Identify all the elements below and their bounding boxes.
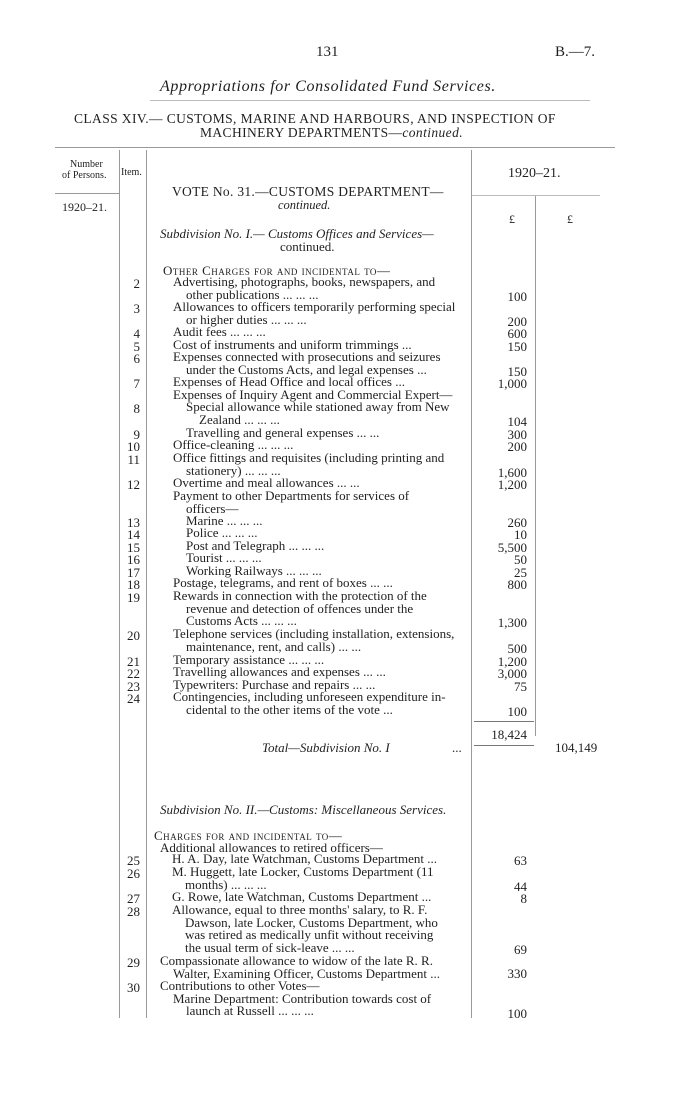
item-description: Tourist ... ... ... (186, 550, 262, 565)
total-label: Total—Subdivision No. I (262, 740, 390, 755)
item-description: Overtime and meal allowances ... ... (173, 475, 360, 490)
item-amount: 5,500 (497, 540, 527, 555)
item-amount: 69 (514, 942, 527, 957)
item-number: 19 (127, 590, 140, 605)
subdivision-2-heading: Subdivision No. II.—Customs: Miscellaneous Services. (160, 802, 447, 817)
item-description: Allowances to officers temporarily performing special or higher duties ... ... ... (173, 299, 456, 327)
item-amount: 1,300 (497, 615, 527, 630)
item-description: Audit fees ... ... ... (173, 324, 266, 339)
amount-header-rule (472, 195, 600, 196)
subdivision-1-continued: continued. (280, 239, 335, 254)
item-description: H. A. Day, late Watchman, Customs Department ... (172, 851, 438, 866)
class-heading-dept: MACHINERY DEPARTMENTS— (200, 125, 403, 140)
year-header-left: 1920–21. (62, 200, 107, 214)
item-amount: 150 (507, 339, 527, 354)
item-header: Item. (121, 167, 142, 178)
item-number: 21 (127, 654, 140, 669)
item-number: 23 (127, 679, 140, 694)
item-number: 20 (127, 628, 140, 643)
item-amount: 25 (514, 565, 527, 580)
document-reference: B.—7. (555, 44, 596, 60)
item-amount: 1,600 (497, 465, 527, 480)
item-amount: 3,000 (497, 666, 527, 681)
item-number: 15 (127, 540, 140, 555)
class-heading-continued: continued. (402, 125, 464, 140)
vote-continued: continued. (278, 198, 331, 212)
year-header-right: 1920–21. (508, 166, 561, 181)
item-number: 12 (127, 477, 140, 492)
item-amount: 200 (507, 439, 527, 454)
item-description: Cost of instruments and uniform trimmings ... (173, 337, 412, 352)
item-description: Expenses of Head Office and local offices ... (173, 374, 405, 389)
pound-sign-column2: £ (567, 212, 573, 226)
persons-header-line1: Number (70, 159, 103, 170)
item-description: Office fittings and requisites (including printing and stationery) ... ... ... (173, 450, 445, 478)
item-number: 17 (127, 565, 140, 580)
item-column-divider (146, 150, 147, 1018)
item-description: Travelling allowances and expenses ... ... (173, 664, 386, 679)
item-description: Allowance, equal to three months' salary, to R. F. Dawson, late Locker, Customs Department, who was retired as medically unfit without receiving the usual term of sick-leave ... ... (172, 902, 438, 955)
subdivision-1-charges-heading: Other Charges for and incidental to— (163, 263, 391, 278)
item-number: 11 (127, 452, 140, 467)
item-amount: 63 (514, 853, 527, 868)
item-description: Telephone services (including installation, extensions, maintenance, rent, and calls) ... ... (173, 626, 455, 654)
item-number: 8 (133, 401, 140, 416)
item-amount: 100 (507, 1006, 527, 1021)
item-description: G. Rowe, late Watchman, Customs Department ... (172, 889, 432, 904)
item-description: Contingencies, including unforeseen expenditure in- cidental to the other items of the vote ... (173, 689, 446, 717)
item-description: M. Huggett, late Locker, Customs Department (11 months) ... ... ... (172, 864, 434, 892)
item-amount: 1,200 (497, 477, 527, 492)
item-number: 25 (127, 853, 140, 868)
item-number: 3 (133, 301, 140, 316)
item-number: 2 (133, 276, 140, 291)
total-rule (474, 745, 534, 746)
total-amount: 104,149 (555, 740, 598, 755)
item-number: 27 (127, 891, 140, 906)
item-number: 7 (133, 376, 140, 391)
pound-sign-column1: £ (509, 212, 515, 226)
amount-column-mid-divider (535, 196, 536, 736)
item-description: Compassionate allowance to widow of the late R. R. Walter, Examining Officer, Customs Department ... (160, 953, 440, 981)
item-number: 30 (127, 980, 140, 995)
item-number: 24 (127, 691, 140, 706)
item-number: 16 (127, 552, 140, 567)
page-number: 131 (316, 44, 339, 60)
item-group-heading: Payment to other Departments for services of officers— (173, 488, 410, 516)
item-number: 18 (127, 577, 140, 592)
item-amount: 260 (507, 515, 527, 530)
item-number: 6 (133, 351, 140, 366)
item-description: Expenses connected with prosecutions and seizures under the Customs Acts, and legal expenses ... (173, 349, 441, 377)
item-amount: 100 (507, 704, 527, 719)
item-description: Temporary assistance ... ... ... (173, 652, 325, 667)
item-number: 14 (127, 527, 140, 542)
item-amount: 300 (507, 427, 527, 442)
item-amount: 1,200 (497, 654, 527, 669)
subtotal-amount: 18,424 (491, 727, 527, 742)
item-amount: 200 (507, 314, 527, 329)
item-amount: 600 (507, 326, 527, 341)
header-rule (150, 100, 590, 101)
item-number: 10 (127, 439, 140, 454)
item-amount: 44 (514, 879, 527, 894)
item-amount: 150 (507, 364, 527, 379)
item-description: Advertising, photographs, books, newspapers, and other publications ... ... ... (173, 274, 436, 302)
item-number: 9 (133, 427, 140, 442)
item-description: Police ... ... ... (186, 525, 258, 540)
persons-header-rule (55, 193, 119, 194)
item-description: Rewards in connection with the protection of the revenue and detection of offences under the Customs Acts ... ... ... (173, 588, 427, 629)
item-amount: 1,000 (497, 376, 527, 391)
item-number: 26 (127, 866, 140, 881)
persons-header-line2: of Persons. (62, 170, 107, 181)
item-number: 4 (133, 326, 140, 341)
class-heading-line1: CLASS XIV.— CUSTOMS, MARINE AND HARBOURS, AND INSPECTION OF (74, 111, 556, 126)
item-amount: 104 (507, 414, 527, 429)
item-description: Post and Telegraph ... ... ... (186, 538, 325, 553)
item-number: 28 (127, 904, 140, 919)
running-title: Appropriations for Consolidated Fund Services. (160, 78, 496, 95)
subdivision-1-heading: Subdivision No. I.— Customs Offices and Services— (160, 226, 434, 241)
vote-title: VOTE No. 31.—CUSTOMS DEPARTMENT— (172, 184, 444, 199)
subdivision-2-additional-heading: Additional allowances to retired officers— (160, 840, 383, 855)
item-number: 22 (127, 666, 140, 681)
item-amount: 8 (520, 891, 527, 906)
subdivision-2-charges-heading: Charges for and incidental to— (154, 828, 343, 843)
item-number: 13 (127, 515, 140, 530)
item-amount: 800 (507, 577, 527, 592)
item-group-heading: Expenses of Inquiry Agent and Commercial Expert— (173, 387, 453, 402)
item-description: Special allowance while stationed away from New Zealand ... ... ... (186, 399, 450, 427)
item-amount: 10 (514, 527, 527, 542)
subtotal-rule (474, 721, 534, 722)
item-number: 5 (133, 339, 140, 354)
item-description: Travelling and general expenses ... ... (186, 425, 380, 440)
item-number: 29 (127, 955, 140, 970)
item-description: Typewriters: Purchase and repairs ... ... (173, 677, 376, 692)
item-description: Office-cleaning ... ... ... (173, 437, 294, 452)
item-amount: 100 (507, 289, 527, 304)
item-description: Working Railways ... ... ... (186, 563, 322, 578)
item-amount: 50 (514, 552, 527, 567)
item-description: Postage, telegrams, and rent of boxes ... ... (173, 575, 393, 590)
class-heading-line2 (200, 125, 463, 141)
item-amount: 500 (507, 641, 527, 656)
item-amount: 75 (514, 679, 527, 694)
total-dots: ... (452, 740, 462, 755)
table-top-rule (55, 147, 615, 148)
item-description: Contributions to other Votes— Marine Department: Contribution towards cost of launch at Russell ... ... ... (160, 978, 432, 1019)
item-description: Marine ... ... ... (186, 513, 263, 528)
item-amount: 330 (507, 966, 527, 981)
